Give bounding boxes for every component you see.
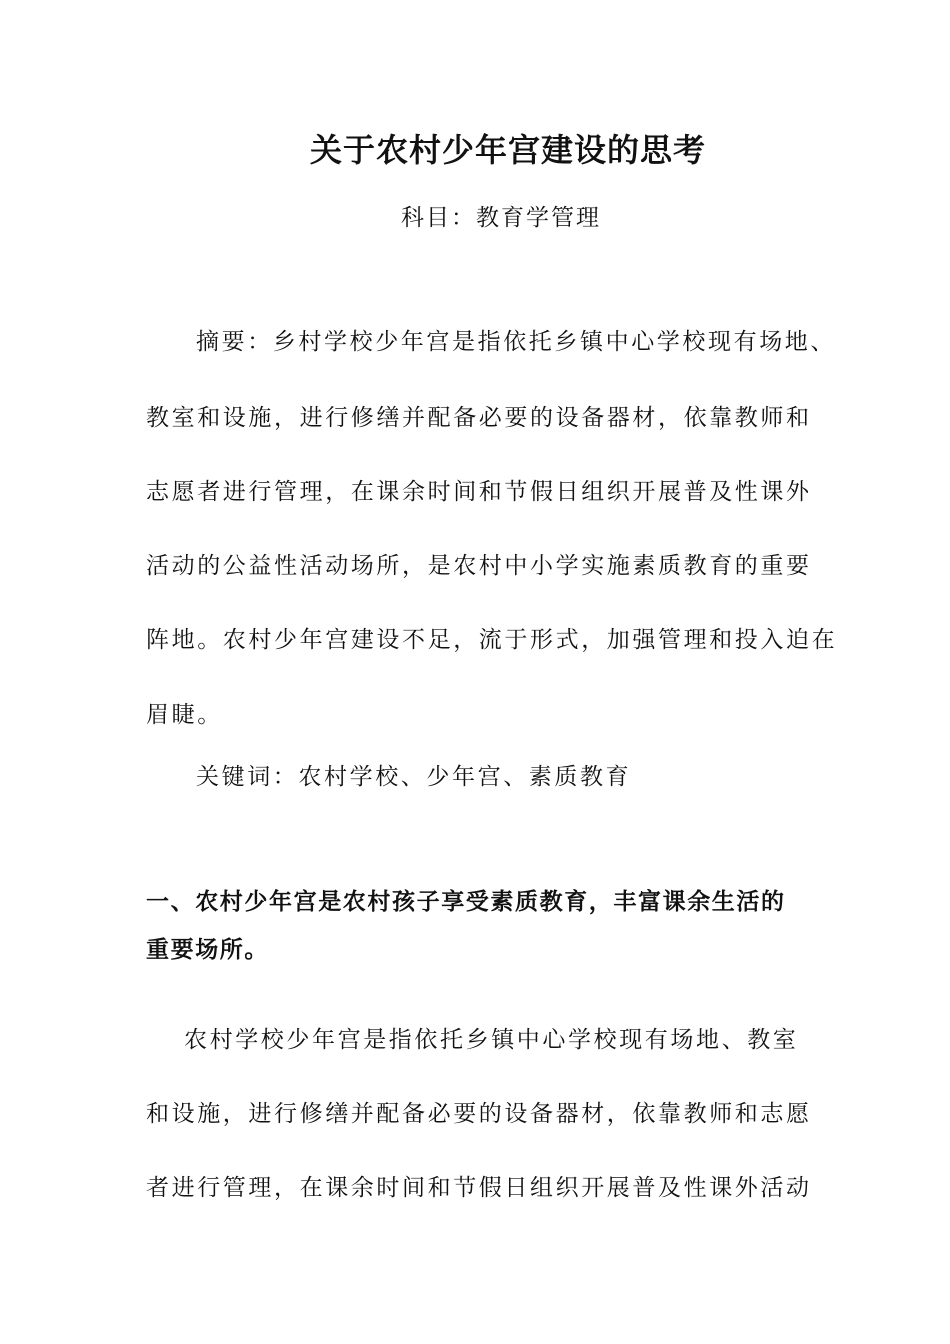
document-title: 关于农村少年宫建设的思考 [309,131,706,169]
document-subject: 科目：教育学管理 [401,205,601,231]
abstract-line: 教室和设施，进行修缮并配备必要的设备器材，依靠教师和 [146,405,812,431]
section-heading-line: 一、农村少年宫是农村孩子享受素质教育，丰富课余生活的 [146,889,786,915]
keywords-line: 关键词：农村学校、少年宫、素质教育 [196,764,632,790]
body-line: 和设施，进行修缮并配备必要的设备器材，依靠教师和志愿 [146,1101,812,1127]
body-line: 者进行管理，在课余时间和节假日组织开展普及性课外活动 [146,1175,812,1201]
abstract-line: 志愿者进行管理，在课余时间和节假日组织开展普及性课外 [146,479,812,505]
abstract-line: 摘要：乡村学校少年宫是指依托乡镇中心学校现有场地、 [196,329,836,355]
body-line: 农村学校少年宫是指依托乡镇中心学校现有场地、教室 [184,1027,799,1053]
abstract-line: 阵地。农村少年宫建设不足，流于形式，加强管理和投入迫在 [146,627,838,653]
abstract-line: 活动的公益性活动场所，是农村中小学实施素质教育的重要 [146,553,812,579]
section-heading-line: 重要场所。 [146,937,269,963]
abstract-line: 眉睫。 [146,702,223,728]
